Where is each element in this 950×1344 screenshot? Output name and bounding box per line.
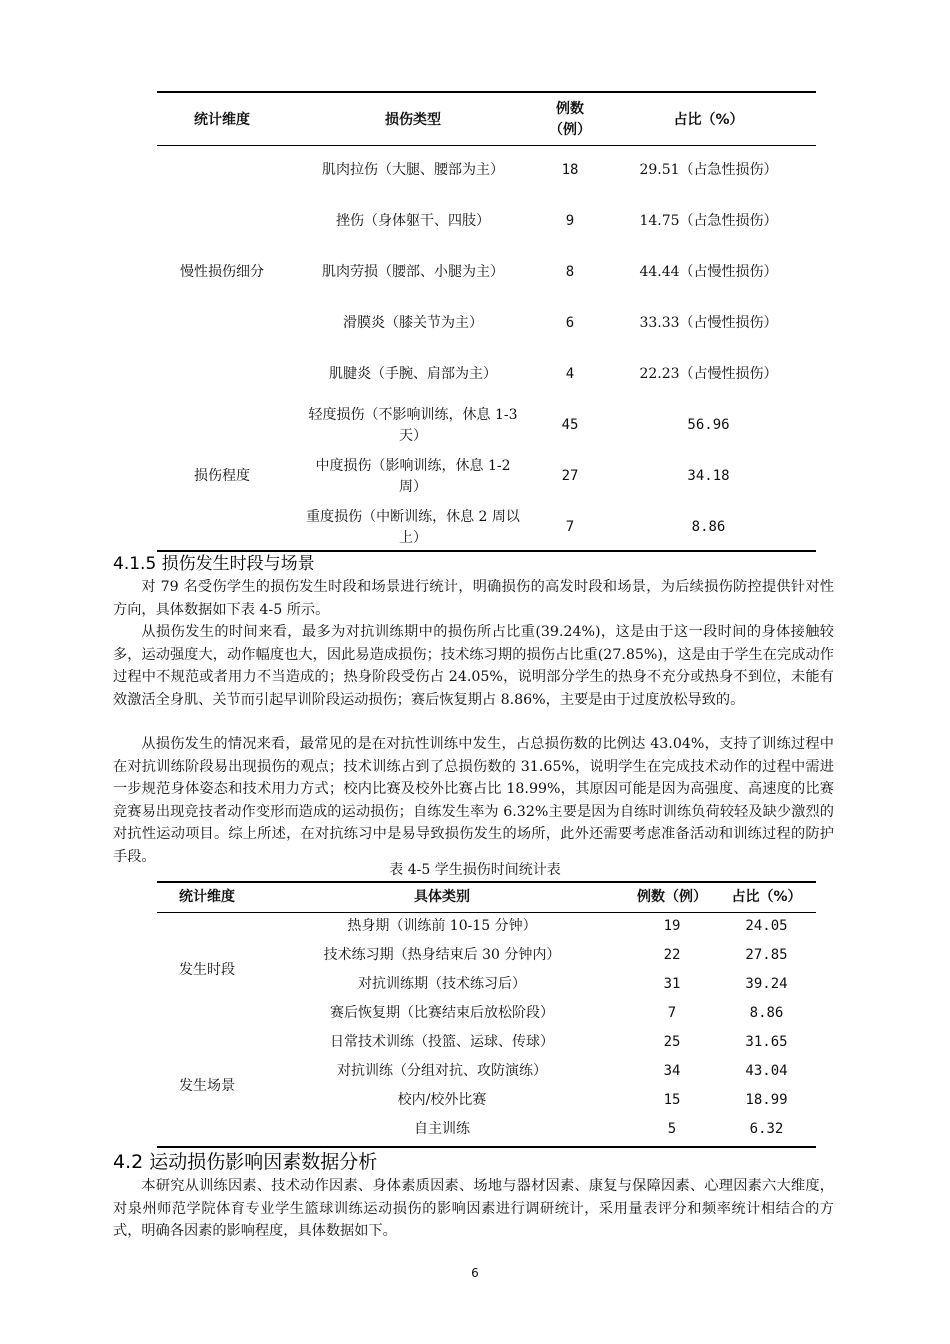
table1-top-rule [157, 91, 816, 93]
table1-type-cell: 挫伤（身体躯干、四肢） [336, 213, 490, 229]
table1-count-cell: 18 [561, 162, 579, 178]
table2-count-cell: 19 [663, 918, 681, 934]
table2-type-cell: 校内/校外比赛 [397, 1092, 487, 1108]
table2-header-count: 例数（例） [637, 889, 707, 905]
table2-count-cell: 7 [667, 1005, 677, 1021]
table2-type-cell: 自主训练 [414, 1121, 470, 1137]
table1-type-cell: 肌肉拉伤（大腿、腰部为主） [322, 162, 504, 178]
table1-dimension-cell: 慢性损伤细分 [180, 264, 264, 280]
table2-dimension-cell: 发生时段 [179, 961, 235, 978]
table1-count-cell: 8 [565, 264, 575, 280]
table1-count-cell: 7 [565, 519, 575, 535]
table2-count-cell: 25 [663, 1034, 681, 1050]
table2-bottom-rule [157, 1146, 816, 1148]
table1-header-ratio: 占比（%） [673, 111, 744, 128]
table2-caption: 表 4-5 学生损伤时间统计表 [389, 862, 561, 878]
section-415-paragraph-1: 对 79 名受伤学生的损伤发生时段和场景进行统计，明确损伤的高发时段和场景，为后续损伤防控提供针对性方向，具体数据如下表 4-5 所示。 [113, 579, 834, 618]
table2-ratio-cell: 8.86 [749, 1005, 784, 1021]
table1 [157, 95, 816, 553]
table2-count-cell: 22 [663, 947, 681, 963]
table1-count-cell: 9 [565, 213, 575, 229]
table2-count-cell: 31 [663, 976, 681, 992]
table2-count-cell: 15 [663, 1092, 681, 1108]
table1-ratio-cell: 33.33（占慢性损伤） [639, 315, 778, 331]
table2-ratio-cell: 31.65 [745, 1034, 788, 1050]
table1-type-cell: 滑膜炎（膝关节为主） [343, 315, 483, 331]
table1-type-cell: 中度损伤（影响训练，休息 1-2周） [315, 457, 511, 495]
table2-type-cell: 对抗训练（分组对抗、攻防演练） [337, 1063, 547, 1079]
table1-count-cell: 27 [561, 468, 579, 484]
table2-header-row [157, 883, 816, 912]
table1-type-cell: 轻度损伤（不影响训练，休息 1-3天） [308, 406, 518, 444]
table2-header-ratio: 占比（%） [731, 889, 802, 905]
table2-ratio-cell: 27.85 [745, 947, 788, 963]
table1-ratio-cell: 14.75（占急性损伤） [639, 213, 778, 229]
table1-count-cell: 4 [565, 366, 575, 382]
page-number: 6 [471, 1266, 479, 1280]
table2-header-type: 具体类别 [414, 889, 470, 905]
table-row [157, 145, 816, 196]
table2-type-cell: 日常技术训练（投篮、运球、传球） [330, 1034, 554, 1050]
section-415-paragraph-3: 从损伤发生的情况来看，最常见的是在对抗性训练中发生，占总损伤数的比例达 43.04%，支持了训练过程中在对抗训练阶段易出现损伤的观点；技术训练占到了总损伤数的 31.65%，说明学生在完成技术动作的过程中需进一步规范身体姿态和技术用力方式；校内比赛及校外比赛占比 18.99%，其原因可能是因为高强度、高速度的比赛竞赛易出现竞技者动作变形而造成的运动损伤；自练发生率为 6.32%主要是因为自练时训练负荷较轻及缺少激烈的对抗性运动项目。综上所述，在对抗练习中是易导致损伤发生的场所，此外还需要考虑准备活动和训练过程的防护手段。 [113, 736, 834, 865]
table1-count-cell: 45 [561, 417, 579, 433]
table2-type-cell: 对抗训练期（技术练习后） [358, 976, 526, 992]
table1-ratio-cell: 44.44（占慢性损伤） [639, 264, 778, 280]
table1-dimension-cell: 损伤程度 [194, 468, 250, 484]
table1-ratio-cell: 29.51（占急性损伤） [639, 162, 778, 178]
table2-dimension-cell: 发生场景 [179, 1077, 235, 1094]
table1-ratio-cell: 22.23（占慢性损伤） [639, 366, 778, 382]
table2-ratio-cell: 39.24 [745, 976, 788, 992]
table2-ratio-cell: 6.32 [749, 1121, 784, 1137]
table1-ratio-cell: 34.18 [687, 468, 730, 484]
table1-count-cell: 6 [565, 315, 575, 331]
table2-type-cell: 赛后恢复期（比赛结束后放松阶段） [330, 1005, 554, 1021]
table1-type-cell: 肌腱炎（手腕、肩部为主） [329, 366, 497, 382]
section-415-paragraph-2: 从损伤发生的时间来看，最多为对抗训练期中的损伤所占比重(39.24%)，这是由于这一段时间的身体接触较多，运动强度大，动作幅度也大，因此易造成损伤；技术练习期的损伤占比重(27.85%)，这是由于学生在完成动作过程中不规范或者用力不当造成的；热身阶段受伤占 24.05%，说明部分学生的热身不充分或热身不到位，未能有效激活全身肌、关节而引起早训阶段运动损伤；赛后恢复期占 8.86%，主要是由于过度放松导致的。 [113, 624, 834, 708]
table1-header-dimension: 统计维度 [194, 111, 250, 128]
table1-ratio-cell: 8.86 [691, 519, 726, 535]
section-42-heading: 4.2 运动损伤影响因素数据分析 [113, 1151, 378, 1173]
table1-ratio-cell: 56.96 [687, 417, 730, 433]
section-42-paragraph-1: 本研究从训练因素、技术动作因素、身体素质因素、场地与器材因素、康复与保障因素、心理因素六大维度，对泉州师范学院体育专业学生篮球训练运动损伤的影响因素进行调研统计，采用量表评分和频率统计相结合的方式，明确各因素的影响程度，具体数据如下。 [113, 1178, 834, 1239]
table1-header-row [157, 95, 816, 145]
table1-type-cell: 重度损伤（中断训练，休息 2 周以上） [306, 508, 520, 546]
table2-count-cell: 34 [663, 1063, 681, 1079]
section-415-heading: 4.1.5 损伤发生时段与场景 [113, 554, 315, 574]
table1-type-cell: 肌肉劳损（腰部、小腿为主） [322, 264, 504, 280]
table-row [157, 400, 816, 451]
table2-ratio-cell: 24.05 [745, 918, 788, 934]
table2-type-cell: 热身期（训练前 10-15 分钟） [347, 918, 537, 934]
table1-header-type: 损伤类型 [385, 111, 441, 128]
table1-header-count: 例数（例） [549, 101, 591, 138]
table-row [157, 912, 816, 941]
table2-type-cell: 技术练习期（热身结束后 30 分钟内） [323, 947, 561, 963]
table2-ratio-cell: 18.99 [745, 1092, 788, 1108]
table2-count-cell: 5 [667, 1121, 677, 1137]
table2-header-dimension: 统计维度 [179, 889, 235, 905]
table2 [157, 883, 816, 1144]
table2-ratio-cell: 43.04 [745, 1063, 788, 1079]
table-row [157, 1028, 816, 1057]
